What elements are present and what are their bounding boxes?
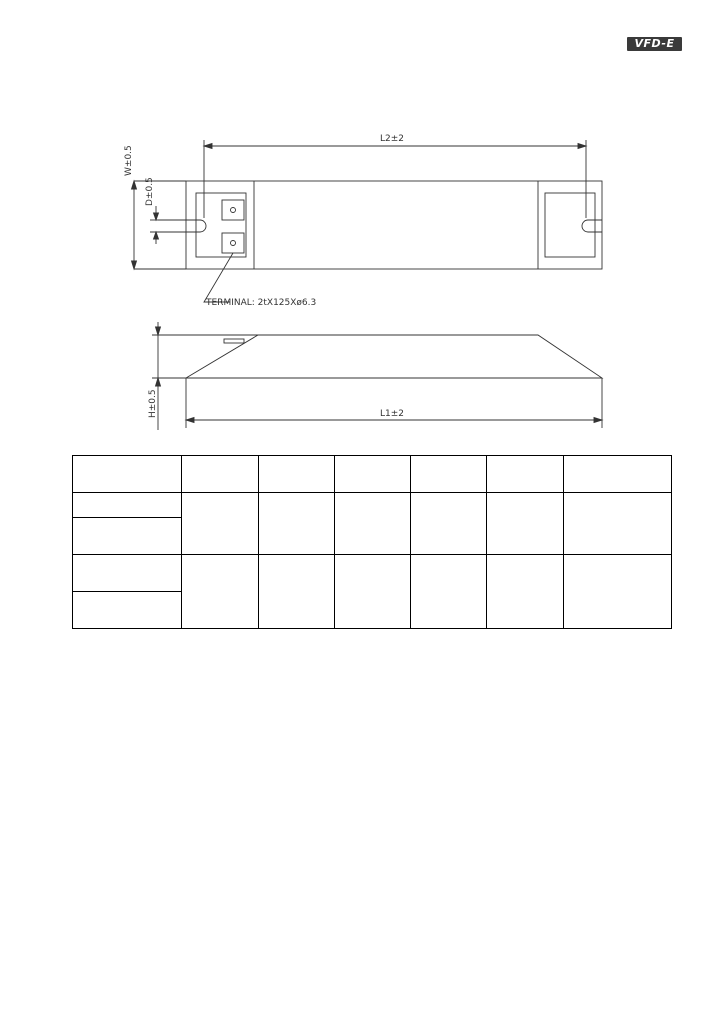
table-cell	[335, 493, 411, 555]
header-cell	[259, 456, 335, 493]
spec-table	[72, 455, 672, 629]
table-cell	[259, 555, 335, 629]
table-row	[73, 493, 672, 518]
table-row	[73, 555, 672, 592]
header-cell	[182, 456, 259, 493]
table-cell	[73, 493, 182, 518]
header-cell	[411, 456, 487, 493]
table-header-row	[73, 456, 672, 493]
dim-label-l2: L2±2	[380, 134, 405, 144]
table-cell	[564, 493, 672, 555]
top-view	[132, 140, 603, 302]
table-cell	[182, 555, 259, 629]
dim-label-w: W±0.5	[124, 145, 134, 176]
resistor-dimension-drawing	[0, 0, 726, 440]
table-cell	[73, 555, 182, 592]
table-cell	[73, 592, 182, 629]
table-cell	[411, 493, 487, 555]
table-cell	[487, 555, 564, 629]
terminal-callout: TERMINAL: 2tX125Xø6.3	[206, 298, 317, 308]
table-cell	[411, 555, 487, 629]
dim-label-h: H±0.5	[148, 389, 158, 418]
header-cell	[564, 456, 672, 493]
side-view	[152, 322, 602, 430]
table-cell	[182, 493, 259, 555]
dim-label-l1: L1±2	[380, 409, 405, 419]
table-cell	[73, 518, 182, 555]
table-cell	[259, 493, 335, 555]
header-cell	[487, 456, 564, 493]
table-cell	[335, 555, 411, 629]
header-cell	[73, 456, 182, 493]
table-cell	[564, 555, 672, 629]
brand-logo: VFD-E	[627, 37, 682, 51]
table-cell	[487, 493, 564, 555]
dim-label-d: D±0.5	[145, 177, 155, 206]
header-cell	[335, 456, 411, 493]
